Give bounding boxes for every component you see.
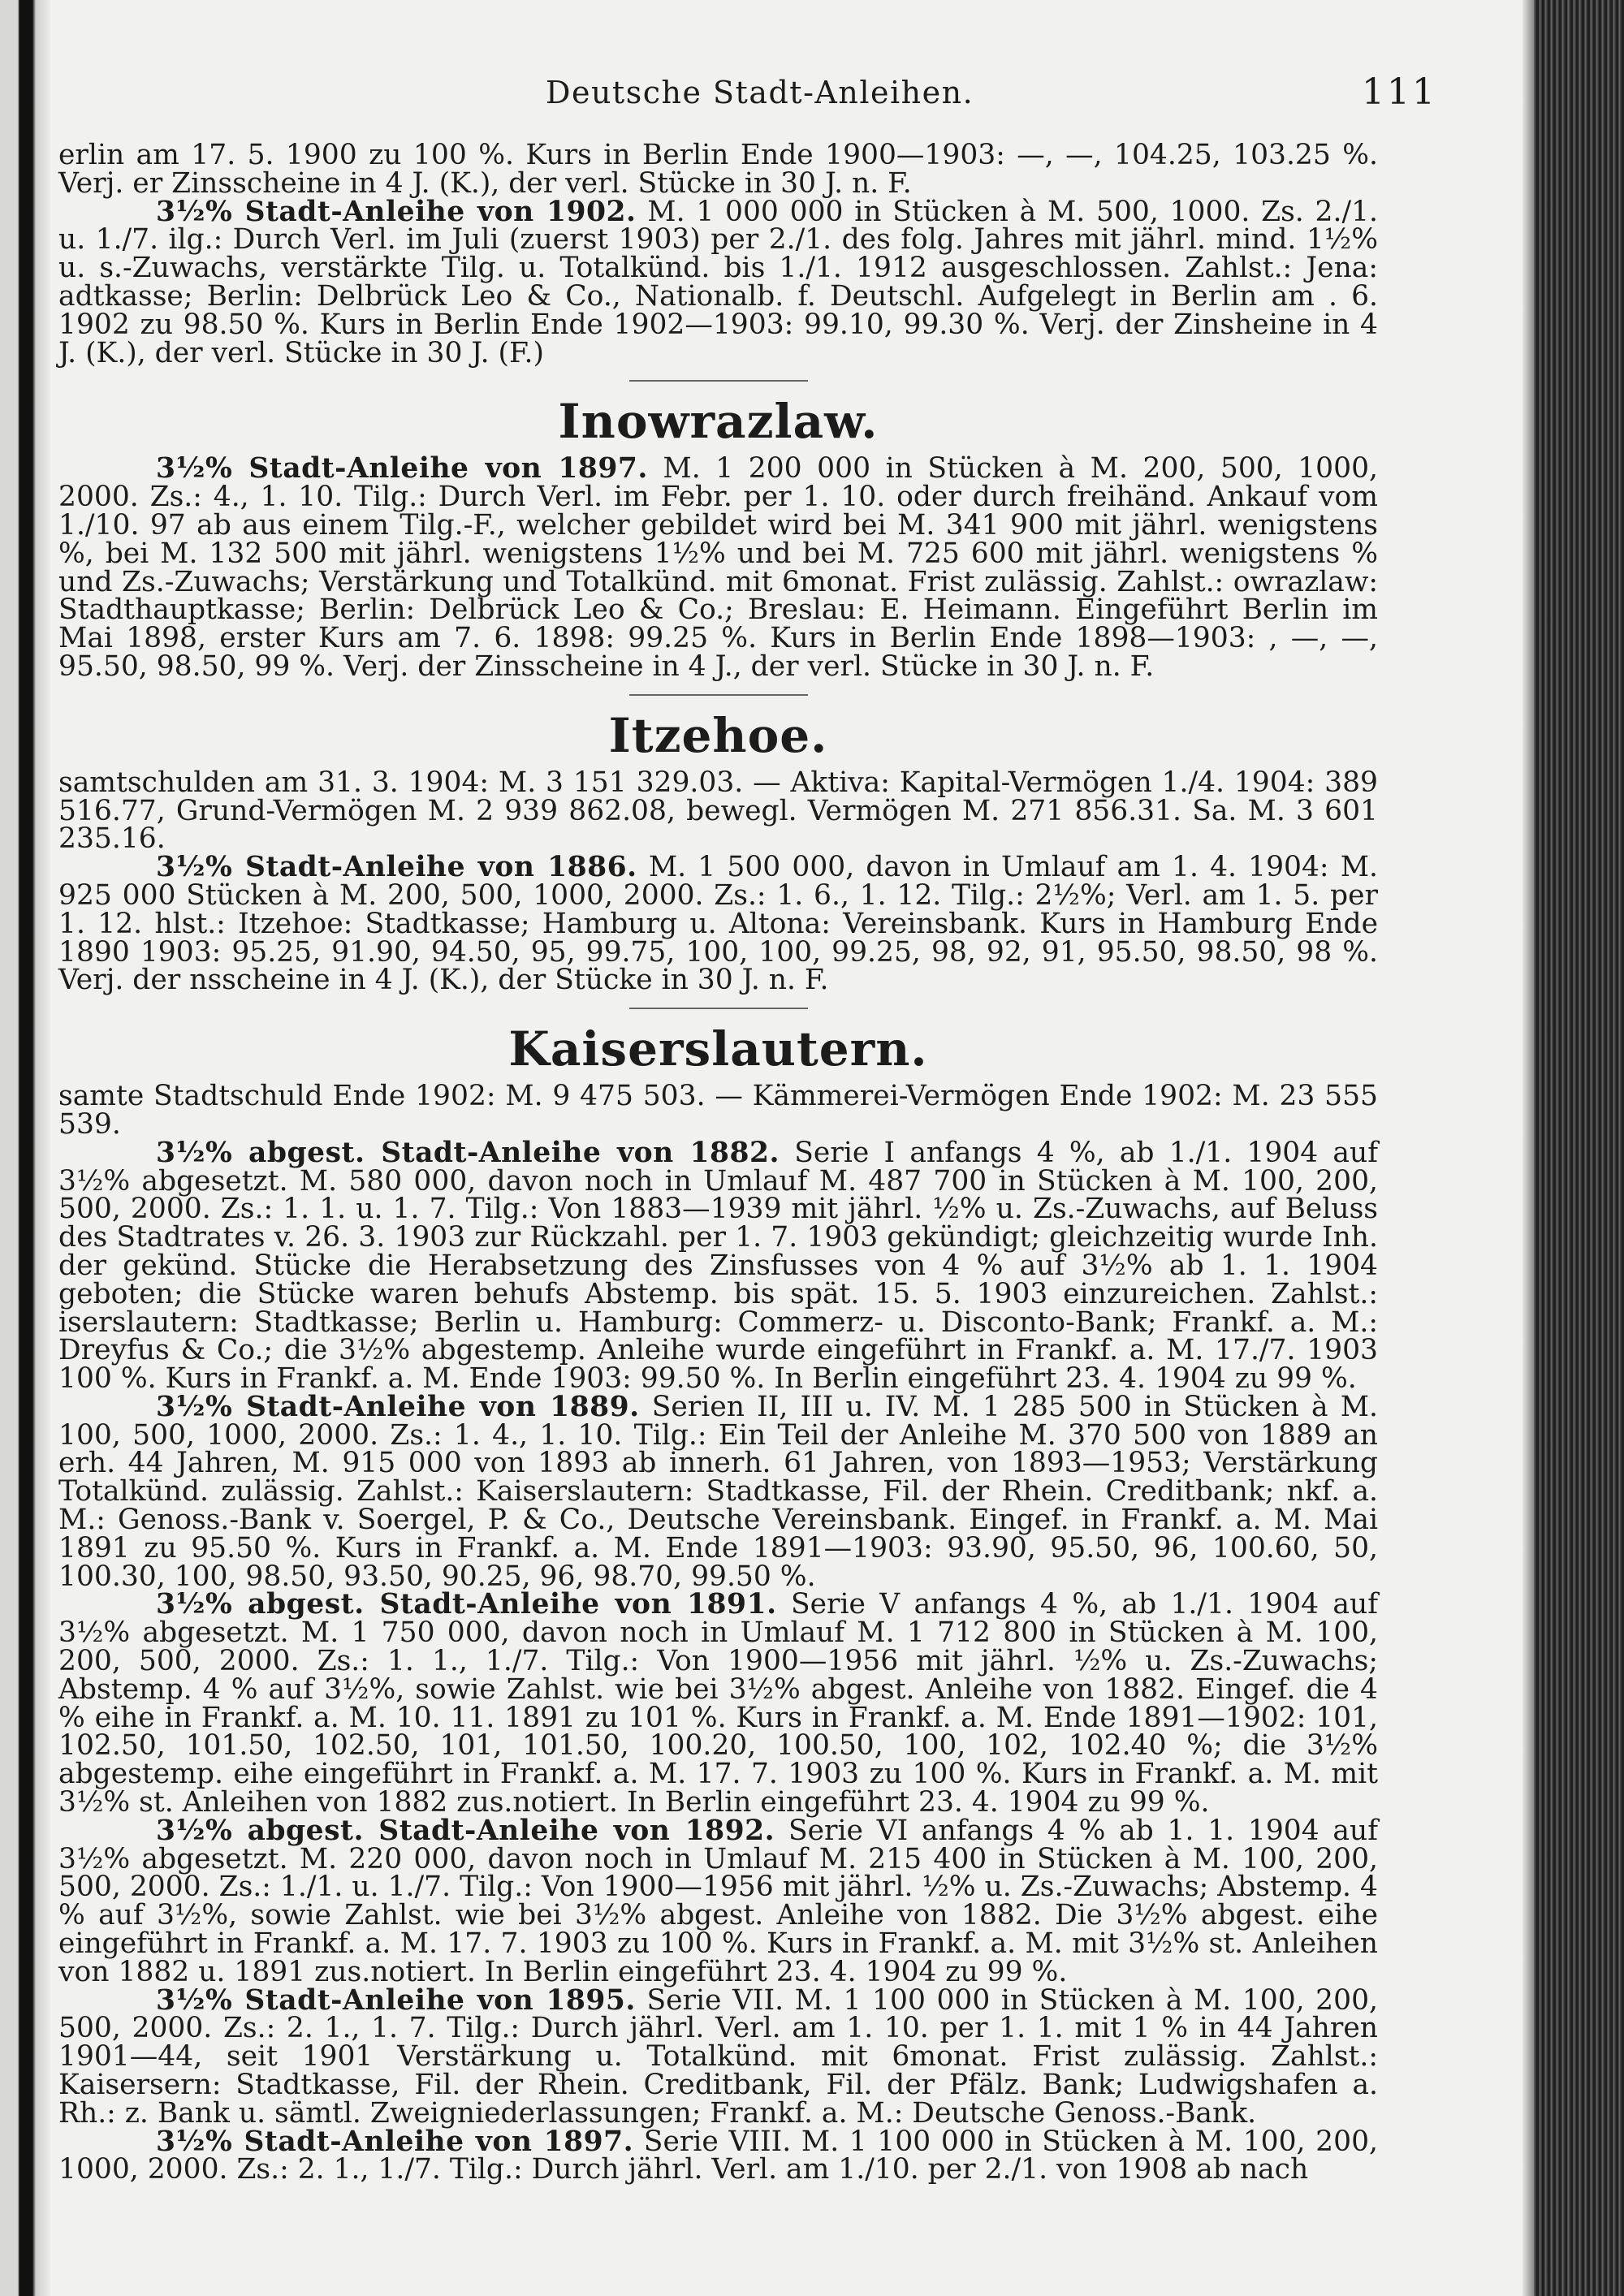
loan-title: 3½% abgest. Stadt-Anleihe von 1891. — [156, 1588, 777, 1621]
paragraph-text: Serie I anfangs 4 %, ab 1./1. 1904 auf 3½% abgesetzt. M. 580 000, davon noch in Umlauf M. 487 700 in Stücken à M. 100, 200, 500, 2000. Zs.: 1. 1. u. 1. 7. Tilg.: Von 1883—1939 mit jährl. ½% u. Zs.-Zuwachs, auf Beluss des Stadtrates v. 26. 3. 1903 zur Rückzahl. per 1. 7. 1903 gekündigt; gleichzeitig wurde Inh. der gekünd. Stücke die Herabsetzung des Zinsfusses von 4 % auf 3½% ab 1. 1. 1904 geboten; die Stücke waren behufs Abstemp. bis spät. 15. 5. 1903 einzureichen. Zahlst.: iserslautern: Stadtkasse; Berlin u. Hamburg: Commerz- u. Disconto-Bank; Frankf. a. M.: Dreyfus & Co.; die 3½% abgestemp. Anleihe wurde eingeführt in Frankf. a. M. 17./7. 1903 100 %. Kurs in Frankf. a. M. Ende 1903: 99.50 %. In Berlin eingeführt 23. 4. 1904 zu 99 %. — [58, 1136, 1378, 1396]
paragraph — [58, 141, 1378, 198]
paragraph-text: M. 1 500 000, davon in Umlauf am 1. 4. 1904: M. 925 000 Stücken à M. 200, 500, 1000, 2000. Zs.: 1. 6., 1. 12. Tilg.: 2½%; Verl. am 1. 5. per 1. 12. hlst.: Itzehoe: Stadtkasse; Hamburg u. Altona: Vereinsbank. Kurs in Hamburg Ende 1890 1903: 95.25, 91.90, 94.50, 95, 99.75, 100, 100, 99.25, 98, 92, 91, 95.50, 98.50, 98 %. Verj. der nsscheine in 4 J. (K.), der Stücke in 30 J. n. F. — [58, 851, 1379, 997]
section-inowrazlaw — [58, 393, 1379, 683]
city-heading: Inowrazlaw. — [558, 394, 879, 450]
loan-title: 3½% Stadt-Anleihe von 1886. — [156, 851, 637, 884]
loan-title: 3½% Stadt-Anleihe von 1889. — [156, 1390, 640, 1423]
scan-book-edge — [1531, 0, 1624, 2296]
city-heading: Kaiserslautern. — [508, 1021, 928, 1077]
section-jena — [58, 141, 1378, 367]
paragraph-text: samte Stadtschuld Ende 1902: M. 9 475 503. — Kämmerei-Vermögen Ende 1902: M. 23 555 539. — [58, 1080, 1378, 1141]
section-divider — [629, 694, 808, 696]
scan-left-edge — [0, 0, 50, 2296]
paragraph — [58, 195, 1378, 369]
paragraph-text: Serien II, III u. IV. M. 1 285 500 in Stücken à M. 100, 500, 1000, 2000. Zs.: 1. 4., 1. 10. Tilg.: Ein Teil der Anleihe M. 370 500 von 1889 an erh. 44 Jahren, M. 915 000 von 1893 ab innerh. 61 Jahren, von 1893—1953; Verstärkung Totalkünd. zulässig. Zahlst.: Kaiserslautern: Stadtkasse, Fil. der Rhein. Creditbank; nkf. a. M.: Genoss.-Bank v. Soergel, P. & Co., Deutsche Vereinsbank. Eingef. in Frankf. a. M. Mai 1891 zu 95.50 %. Kurs in Frankf. a. M. Ende 1891—1903: 93.90, 95.50, 96, 100.60, 50, 100.30, 100, 98.50, 93.50, 90.25, 96, 98.70, 99.50 %. — [58, 1390, 1378, 1593]
paragraph — [58, 1588, 1378, 1819]
section-divider — [629, 1008, 808, 1009]
paragraph-text: Serie VII. M. 1 100 000 in Stücken à M. 100, 200, 500, 2000. Zs.: 2. 1., 1. 7. Tilg.: Durch jährl. Verl. am 1. 10. per 1. 1. mit 1 % in 44 Jahren 1901—44, seit 1901 Verstärkung u. Totalkünd. mit 6monat. Frist zulässig. Zahlst.: Kaisersern: Stadtkasse, Fil. der Rhein. Creditbank, Fil. der Pfälz. Bank; Ludwigshafen a. Rh.: z. Bank u. sämtl. Zweigniederlassungen; Frankf. a. M.: Deutsche Genoss.-Bank. — [58, 1983, 1378, 2130]
paragraph — [58, 853, 1378, 995]
section-itzehoe — [58, 707, 1378, 995]
running-header — [58, 71, 1437, 115]
paragraph-text: M. 1 000 000 in Stücken à M. 500, 1000. Zs. 2./1. u. 1./7. ilg.: Durch Verl. im Juli (zuerst 1903) per 2./1. des folg. Jahres mit jährl. mind. 1½% u. s.-Zuwachs, verstärkte Tilg. u. Totalkünd. bis 1./1. 1912 ausgeschlossen. Zahlst.: Jena: adtkasse; Berlin: Delbrück Leo & Co., Nationalb. f. Deutschl. Aufgelegt in Berlin am . 6. 1902 zu 98.50 %. Kurs in Berlin Ende 1902—1903: 99.10, 99.30 %. Verj. der Zinsheine in 4 J. (K.), der verl. Stücke in 30 J. (F.) — [58, 195, 1378, 369]
paragraph — [58, 1082, 1378, 1139]
paragraph-text: Serie VI anfangs 4 % ab 1. 1. 1904 auf 3½% abgesetzt. M. 220 000, davon noch in Umlauf M. 215 400 in Stücken à M. 100, 200, 500, 2000. Zs.: 1./1. u. 1./7. Tilg.: Von 1900—1956 mit jährl. ½% u. Zs.-Zuwachs; Abstemp. 4 % auf 3½%, sowie Zahlst. wie bei 3½% abgest. Anleihe von 1882. Die 3½% abgest. eihe eingeführt in Frankf. a. M. 17. 7. 1903 zu 100 %. Kurs in Frankf. a. M. mit 3½% st. Anleihen von 1882 u. 1891 zus.notiert. In Berlin eingeführt 23. 4. 1904 zu 99 %. — [58, 1814, 1378, 1988]
paragraph — [58, 452, 1379, 683]
paragraph — [58, 766, 1378, 856]
loan-title: 3½% abgest. Stadt-Anleihe von 1882. — [156, 1136, 780, 1169]
paragraph — [58, 1983, 1378, 2130]
section-divider — [629, 380, 808, 382]
paragraph — [58, 2125, 1378, 2186]
paragraph-text: samtschulden am 31. 3. 1904: M. 3 151 329.03. — Aktiva: Kapital-Vermögen 1./4. 1904: 389 516.77, Grund-Vermögen M. 2 939 862.08, bewegl. Vermögen M. 271 856.31. Sa. M. 3 601 235.16. — [58, 766, 1378, 856]
paragraph-text: M. 1 200 000 in Stücken à M. 200, 500, 1000, 2000. Zs.: 4., 1. 10. Tilg.: Durch Verl. im Febr. per 1. 10. oder durch freihänd. Ankauf vom 1./10. 97 ab aus einem Tilg.-F., welcher gebildet wird bei M. 341 900 mit jährl. wenigstens %, bei M. 132 500 mit jährl. wenigstens 1½% und bei M. 725 600 mit jährl. wenigstens % und Zs.-Zuwachs; Verstärkung und Totalkünd. mit 6monat. Frist zulässig. Zahlst.: owrazlaw: Stadthauptkasse; Berlin: Delbrück Leo & Co.; Breslau: E. Heimann. Eingeführt Berlin im Mai 1898, erster Kurs am 7. 6. 1898: 99.25 %. Kurs in Berlin Ende 1898—1903: , —, —, 95.50, 98.50, 99 %. Verj. der Zinsscheine in 4 J., der verl. Stücke in 30 J. n. F. — [58, 452, 1379, 683]
book-page — [58, 0, 1516, 2296]
page-body — [58, 141, 1378, 2184]
city-heading: Itzehoe. — [608, 707, 828, 763]
page-number: 111 — [1362, 71, 1437, 113]
section-kaiserslautern — [58, 1021, 1378, 2184]
running-title: Deutsche Stadt-Anleihen. — [546, 75, 974, 110]
paragraph-text: Serie VIII. M. 1 100 000 in Stücken à M. 100, 200, 1000, 2000. Zs.: 2. 1., 1./7. Tilg.: Durch jährl. Verl. am 1./10. per 2./1. von 1908 ab nach — [58, 2125, 1378, 2186]
loan-title: 3½% abgest. Stadt-Anleihe von 1892. — [156, 1814, 775, 1847]
loan-title: 3½% Stadt-Anleihe von 1897. — [156, 2125, 634, 2158]
loan-title: 3½% Stadt-Anleihe von 1895. — [156, 1983, 636, 2017]
paragraph — [58, 1136, 1378, 1396]
paragraph-text: erlin am 17. 5. 1900 zu 100 %. Kurs in Berlin Ende 1900—1903: —, —, 104.25, 103.25 %. Verj. er Zinsscheine in 4 J. (K.), der verl. Stücke in 30 J. n. F. — [58, 139, 1378, 200]
loan-title: 3½% Stadt-Anleihe von 1902. — [156, 195, 637, 228]
paragraph-text: Serie V anfangs 4 %, ab 1./1. 1904 auf 3½% abgesetzt. M. 1 750 000, davon noch in Umlauf M. 1 712 800 in Stücken à M. 100, 200, 500, 2000. Zs.: 1. 1., 1./7. Tilg.: Von 1900—1956 mit jährl. ½% u. Zs.-Zuwachs; Abstemp. 4 % auf 3½%, sowie Zahlst. wie bei 3½% abgest. Anleihe von 1882. Eingef. die 4 % eihe in Frankf. a. M. 10. 11. 1891 zu 101 %. Kurs in Frankf. a. M. Ende 1891—1902: 101, 102.50, 101.50, 102.50, 101, 101.50, 100.20, 100.50, 100, 102, 102.40 %; die 3½% abgestemp. eihe eingeführt in Frankf. a. M. 17. 7. 1903 zu 100 %. Kurs in Frankf. a. M. mit 3½% st. Anleihen von 1882 zus.notiert. In Berlin eingeführt 23. 4. 1904 zu 99 %. — [58, 1588, 1378, 1819]
paragraph — [58, 1390, 1378, 1593]
loan-title: 3½% Stadt-Anleihe von 1897. — [156, 452, 648, 486]
paragraph — [58, 1814, 1378, 1988]
